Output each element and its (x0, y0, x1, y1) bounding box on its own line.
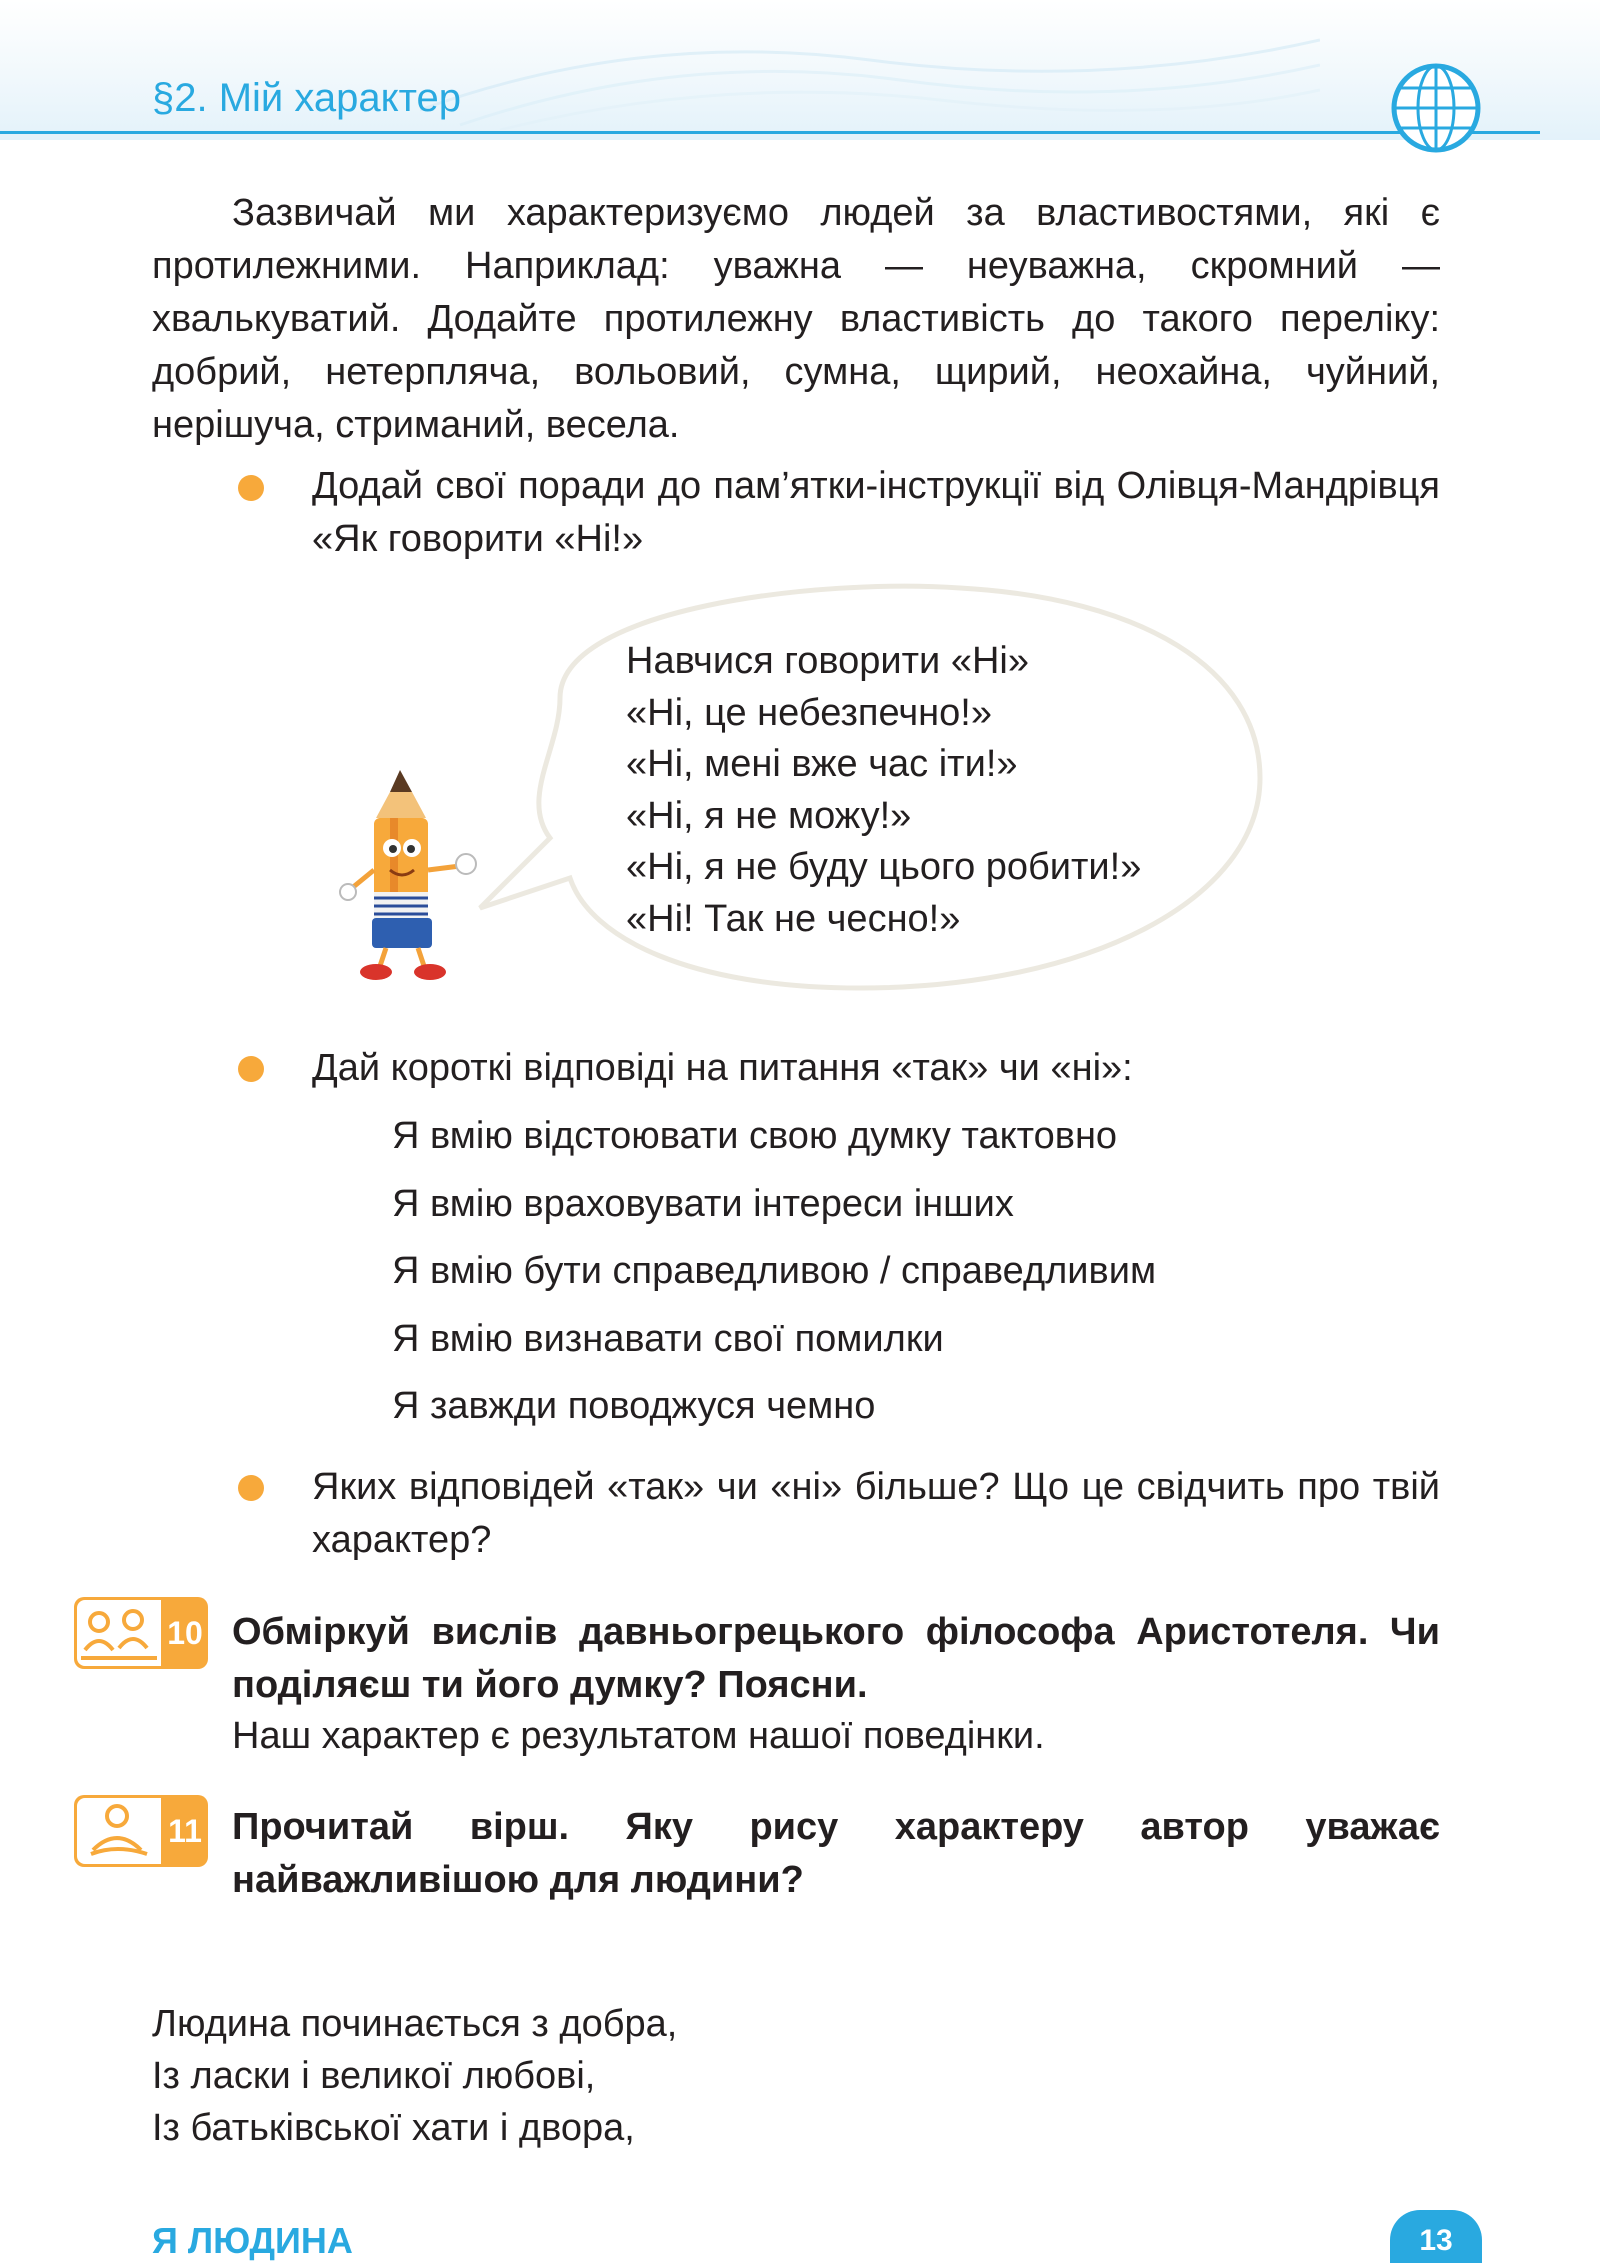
bullet-icon (238, 1056, 264, 1082)
task-question: Обміркуй вислів давньогрецького філософа Аристотеля. Чи поділяєш ти його думку? Поясни. (232, 1611, 1440, 1706)
footer-chapter-label: Я ЛЮДИНА (152, 2220, 353, 2261)
bullet-icon (238, 475, 264, 501)
task-badge (74, 1597, 208, 1669)
poem-line: Із ласки і великої любові, (152, 2055, 596, 2097)
task-number: 10 (167, 1615, 203, 1651)
task-number: 11 (168, 1813, 202, 1849)
bullet-instruction: Яких відповідей «так» чи «ні» більше? Що це свідчить про твій характер? (312, 1466, 1440, 1561)
bullet-icon (238, 1475, 264, 1501)
speech-line: «Ні! Так не чесно!» (626, 897, 961, 940)
header-rule (0, 131, 1540, 134)
speech-line: «Ні, я не буду цього робити!» (626, 846, 1142, 888)
intro-paragraph: Зазвичай ми характеризуємо людей за властивостями, які є протилежними. Наприклад: уважна — неуважна, скромний — хвалькуватий. Додайте протилежну властивість до такого переліку: добрий, нетерпляча, вольовий, сумна, щирий, неохайна, чуйний, нерішуча, стриманий, весела. (152, 192, 1440, 446)
header-decoration (420, 20, 1320, 130)
statement-item: Я вмію враховувати інтереси інших (392, 1182, 1014, 1225)
globe-icon (1390, 62, 1482, 154)
reader-icon (77, 1798, 161, 1864)
page-number: 13 (1390, 2210, 1482, 2263)
pencil-character-illustration (330, 770, 490, 985)
speech-line: «Ні, я не можу!» (626, 794, 912, 837)
statement-item: Я вмію бути справедливою / справедливим (392, 1250, 1157, 1292)
statement-item: Я вмію визнавати свої помилки (392, 1317, 944, 1360)
statement-item: Я вмію відстоювати свою думку тактовно (392, 1115, 1118, 1157)
yes-no-statement-list (392, 1106, 1156, 1444)
bullet-instruction: Додай свої поради до пам’ятки-інструкції від Олівця-Мандрівця «Як говорити «Ні!» (312, 465, 1440, 560)
section-title: §2. Мій характер (152, 76, 461, 120)
poem-line: Людина починається з добра, (152, 2003, 678, 2045)
task-quote: Наш характер є результатом нашої поведінки. (232, 1715, 1045, 1757)
group-discussion-icon (77, 1600, 161, 1666)
speech-line: Навчися говорити «Ні» (626, 640, 1029, 682)
task-question: Прочитай вірш. Яку рису характеру автор уважає найважливішою для людини? (232, 1806, 1440, 1901)
bullet-instruction: Дай короткі відповіді на питання «так» чи «ні»: (312, 1047, 1133, 1089)
speech-line: «Ні, це небезпечно!» (626, 691, 992, 734)
task-badge (74, 1795, 208, 1867)
speech-line: «Ні, мені вже час іти!» (626, 743, 1018, 785)
poem (152, 1998, 677, 2154)
speech-bubble-text (626, 636, 1141, 945)
statement-item: Я завжди поводжуся чемно (392, 1385, 876, 1427)
page-header (0, 0, 1600, 150)
poem-line: Із батьківської хати і двора, (152, 2107, 635, 2149)
